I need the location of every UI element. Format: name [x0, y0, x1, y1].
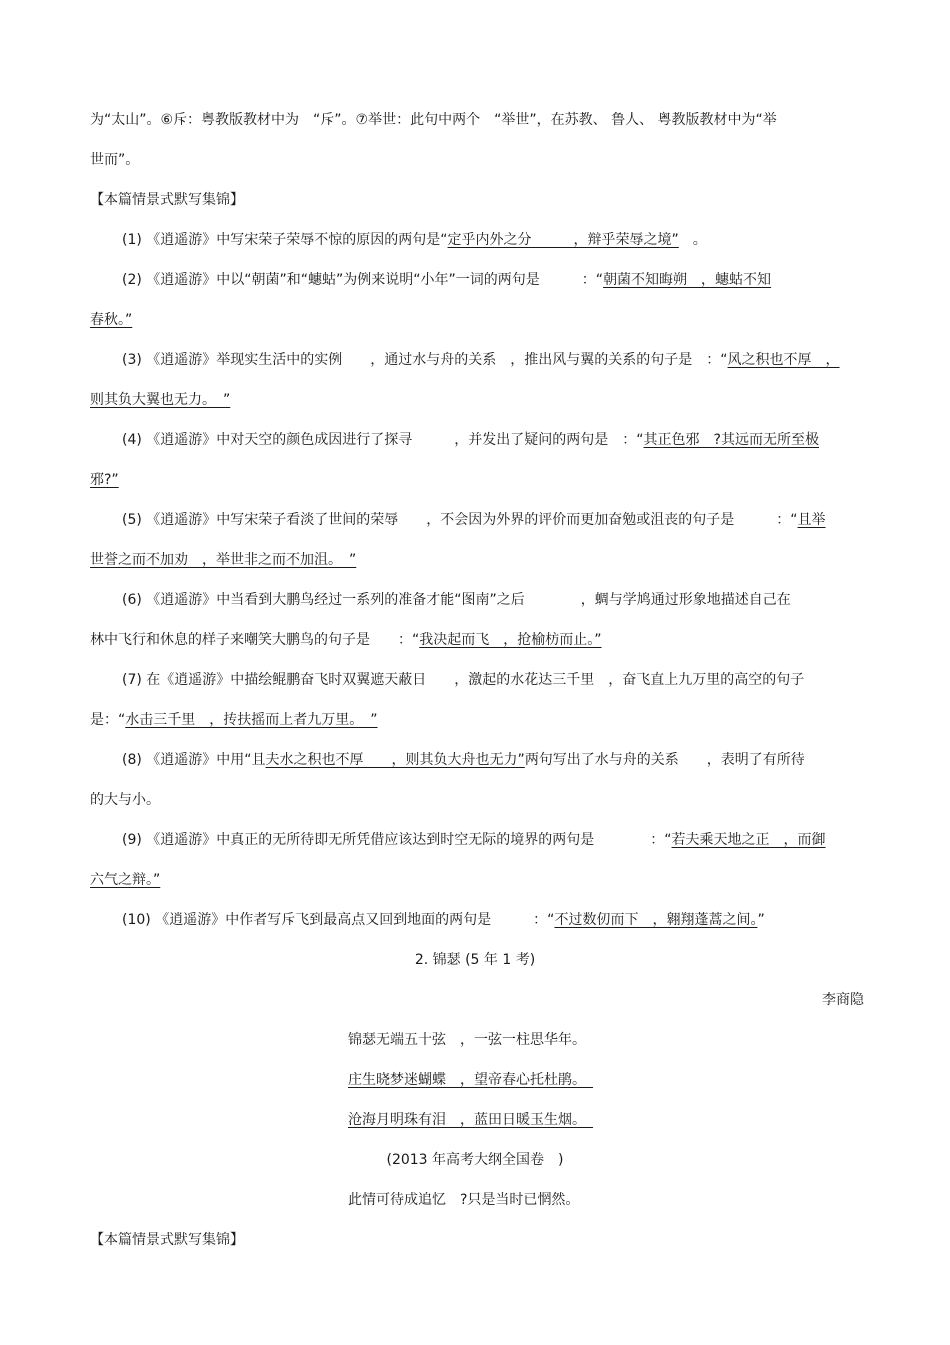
item-10-question: (10) 《逍遥游》中作者写斥飞到最高点又回到地面的两句是 ：“ — [122, 912, 555, 928]
item-9-cont — [90, 870, 160, 890]
item-3-answer-cont: 则其负大翼也无力。 ” — [90, 392, 231, 408]
item-3-cont — [90, 390, 230, 410]
item-3-question: (3) 《逍遥游》举现实生活中的实例 ，通过水与舟的关系 ，推出风与翼的关系的句子是 ：“ — [122, 352, 728, 368]
intro-line-1: 为“太山”。⑥斥：粤教版教材中为 “斥”。⑦举世：此句中两个 “举世”，在苏教、 鲁人、 粤教版教材中为“举 — [90, 112, 777, 128]
item-2-answer-cont: 春秋。” — [90, 312, 133, 328]
item-6-question-cont: 林中飞行和休息的样子来嘲笑大鹏鸟的句子是 ：“ — [90, 632, 420, 648]
item-9-answer-cont: 六气之辩。” — [90, 872, 161, 888]
item-7-question-cont: 是：“ — [90, 712, 126, 728]
section-heading-2: 【本篇情景式默写集锦】 — [90, 1232, 244, 1248]
item-9-answer: 若夫乘天地之正 ，而御 — [671, 832, 826, 848]
item-7 — [122, 670, 804, 690]
item-3-answer: 风之积也不厚 ， — [727, 352, 840, 368]
item-3 — [122, 350, 840, 370]
item-1 — [122, 230, 707, 250]
item-5-question: (5) 《逍遥游》中写宋荣子看淡了世间的荣辱 ，不会因为外界的评价而更加奋勉或沮丧的句子是 ：“ — [122, 512, 798, 528]
item-2-question: (2) 《逍遥游》中以“朝菌”和“蟪蛄”为例来说明“小年”一词的两句是 ：“ — [122, 272, 604, 288]
item-6 — [122, 590, 791, 610]
item-10-tail: ” — [757, 912, 765, 928]
item-7-cont — [90, 710, 378, 730]
item-6-cont — [90, 630, 602, 650]
poem-line-last: 此情可待成追忆 ?只是当时已惘然。 — [348, 1192, 580, 1208]
item-8-question: (8) 《逍遥游》中用“且 — [122, 752, 266, 768]
item-4-answer: 其正色邪 ?其远而无所至极 — [643, 432, 819, 448]
item-10-answer: 不过数仞而下 ，翱翔蓬蒿之间。 — [554, 912, 758, 928]
item-5-answer-cont: 世誉之而不加劝 ，举世非之而不加沮。 ” — [90, 552, 357, 568]
item-4 — [122, 430, 819, 450]
poem-source: (2013 年高考大纲全国卷 ) — [386, 1152, 564, 1168]
section-heading: 【本篇情景式默写集锦】 — [90, 192, 244, 208]
item-4-question: (4) 《逍遥游》中对天空的颜色成因进行了探寻 ，并发出了疑问的两句是 ：“ — [122, 432, 644, 448]
item-5 — [122, 510, 826, 530]
item-2-cont — [90, 310, 132, 330]
item-6-question: (6) 《逍遥游》中当看到大鹏鸟经过一系列的准备才能“图南”之后 ，蜩与学鸠通过形象地描述自己在 — [122, 592, 791, 608]
item-2-answer: 朝菌不知晦朔 ，蟪蛄不知 — [603, 272, 772, 288]
item-8 — [122, 750, 805, 770]
item-10 — [122, 910, 765, 930]
item-1-answer: 定乎内外之分 ，辩乎荣辱之境” — [447, 232, 679, 248]
item-9 — [122, 830, 826, 850]
item-2 — [122, 270, 771, 290]
poem-author: 李商隐 — [822, 992, 864, 1008]
item-5-cont — [90, 550, 356, 570]
item-8-question-cont: 的大与小。 — [90, 792, 160, 808]
item-8-tail: 两句写出了水与舟的关系 ，表明了有所待 — [524, 752, 805, 768]
poem-title: 2. 锦瑟 (5 年 1 考) — [414, 952, 536, 968]
item-8-cont — [90, 790, 160, 810]
poem-line-2: 庄生晓梦迷蝴蝶 ，望帝春心托杜鹃。 — [348, 1072, 593, 1088]
item-9-question: (9) 《逍遥游》中真正的无所待即无所凭借应该达到时空无际的境界的两句是 ：“ — [122, 832, 672, 848]
intro-line-2: 世而”。 — [90, 152, 140, 168]
item-4-answer-cont: 邪?” — [90, 472, 119, 488]
item-5-answer: 且举 — [797, 512, 826, 528]
item-6-answer: 我决起而飞 ，抢榆枋而止。” — [419, 632, 602, 648]
item-7-question: (7) 在《逍遥游》中描绘鲲鹏奋飞时双翼遮天蔽日 ，激起的水花达三千里 ，奋飞直上九万里的高空的句子 — [122, 672, 805, 688]
poem-line-3: 沧海月明珠有泪 ，蓝田日暖玉生烟。 — [348, 1112, 593, 1128]
item-4-cont — [90, 470, 119, 490]
item-1-question: (1) 《逍遥游》中写宋荣子荣辱不惊的原因的两句是“ — [122, 232, 448, 248]
item-1-tail: 。 — [678, 232, 707, 248]
item-7-answer: 水击三千里 ，抟扶摇而上者九万里。 ” — [125, 712, 378, 728]
item-8-answer: 夫水之积也不厚 ，则其负大舟也无力” — [265, 752, 525, 768]
poem-line-1: 锦瑟无端五十弦 ，一弦一柱思华年。 — [348, 1032, 586, 1048]
